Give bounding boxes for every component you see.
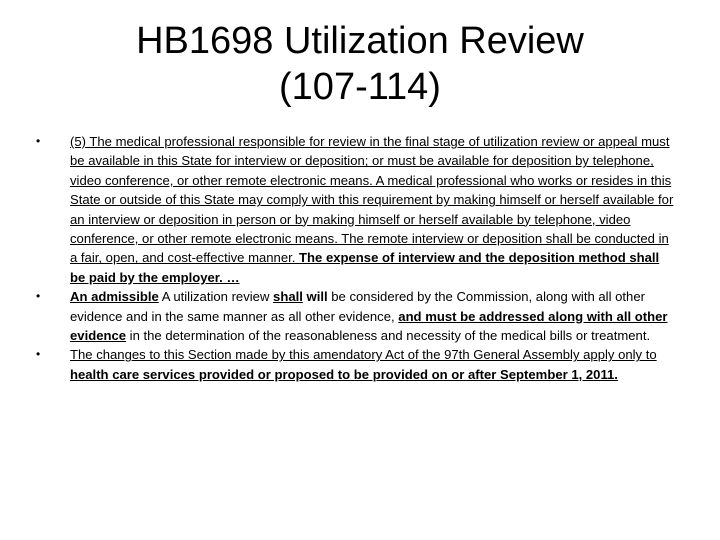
- bullet-item-3: [36, 345, 678, 384]
- bullet-3-bold-text: health care services provided or proposed to be provided on or after September 1, 2011.: [70, 366, 618, 382]
- bullet-list: [36, 132, 678, 384]
- bullet-2-text: A utilization review: [158, 289, 274, 305]
- bullet-2-text-middle: be considered by the Commission, along with all other evidence and in the same manner as all other evidence,: [70, 289, 645, 324]
- bullet-2-bold-will: will: [302, 289, 328, 305]
- bullet-1-text: (5) The medical professional responsible for review in the final stage of utilization review or appeal must be available in this State for interview or deposition; or must be available for deposition by telephone, video conference, or other remote electronic means. A medical professional who works or resides in this State or outside of this State may comply with this requirement by making himself or herself available for an interview or deposition in person or by making himself or herself available by telephone, video conference, or other remote electronic means. The remote interview or deposition shall be conducted in a fair, open, and cost-effective manner.: [70, 134, 674, 266]
- bullet-marker: •: [36, 347, 41, 362]
- title-line-1: HB1698 Utilization Review: [136, 20, 584, 62]
- bullet-3-text: The changes to this Section made by this amendatory Act of the 97th General Assembly apply only to: [70, 347, 657, 363]
- bullet-item-2: [36, 287, 678, 345]
- bullet-1-bold-text: The expense of interview and the deposition method shall be paid by the employer. …: [70, 250, 660, 285]
- bullet-2-inserted-text: An admissible: [70, 289, 159, 305]
- bullet-2-text-end: in the determination of the reasonableness and necessity of the medical bills or treatment.: [126, 328, 651, 344]
- bullet-marker: •: [36, 289, 41, 304]
- title-line-2: (107-114): [279, 66, 441, 108]
- bullet-item-1: [36, 132, 678, 287]
- slide-title: [36, 18, 684, 110]
- bullet-2-inserted-shall: shall: [273, 289, 303, 305]
- bullet-marker: •: [36, 134, 41, 148]
- bullet-2-inserted-clause: and must be addressed along with all other evidence: [70, 308, 668, 344]
